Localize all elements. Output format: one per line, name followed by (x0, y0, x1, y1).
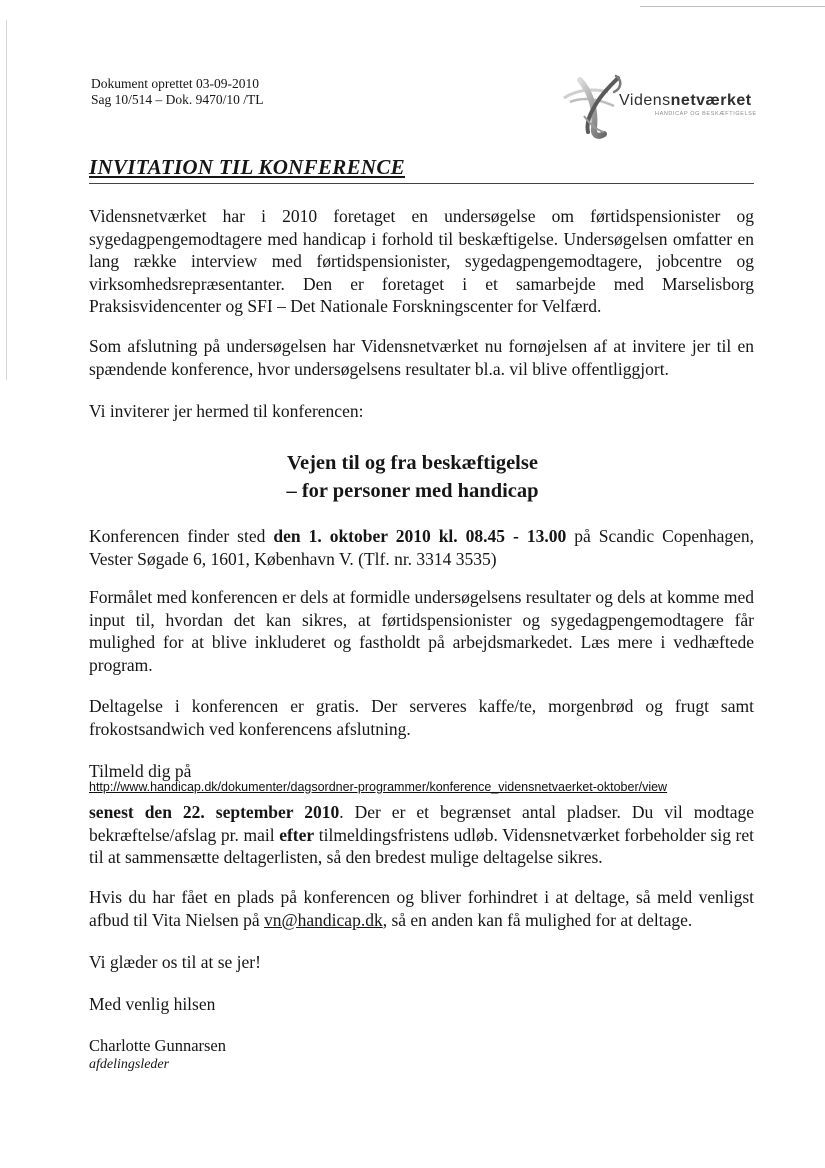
logo-tagline: HANDICAP OG BESKÆFTIGELSE (655, 111, 757, 117)
signature-role: afdelingsleder (89, 1057, 170, 1072)
registration-deadline: senest den 22. september 2010 (89, 802, 340, 822)
cancellation-paragraph: Hvis du har fået en plads på konferencen og bliver forhindret i at deltage, så meld venligst afbud til Vita Nielsen på vn@handicap.dk, så en anden kan få mulighed for at deltage. (89, 887, 754, 930)
page-title: INVITATION TIL KONFERENCE (89, 155, 405, 179)
vidensnetvaerket-logo (556, 72, 766, 142)
registration-link[interactable]: http://www.handicap.dk/dokumenter/dagsordner-programmer/konference_vidensnetvaerket-oktober/view (89, 780, 668, 794)
registration-paragraph: senest den 22. september 2010. Der er et begrænset antal pladser. Du vil modtage bekræftelse/afslag pr. mail efter tilmeldingsfristens udløb. Vidensnetværket forbeholder sig ret til at sammensætte deltagerlisten, så den bredest mulige deltagelse sikres. (89, 802, 754, 867)
scan-edge-line-left (6, 20, 7, 380)
closing-line: Vi glæder os til at se jer! (89, 952, 261, 972)
scan-edge-line (640, 6, 825, 7)
logo-mark-icon (556, 72, 628, 142)
document-created-date: Dokument oprettet 03-09-2010 (91, 76, 259, 91)
greeting: Med venlig hilsen (89, 994, 216, 1014)
document-meta (91, 76, 264, 108)
conference-title-line1: Vejen til og fra beskæftigelse (287, 452, 538, 474)
invite-line: Vi inviterer jer hermed til konferencen: (89, 401, 364, 421)
conference-datetime: den 1. oktober 2010 kl. 08.45 - 13.00 (273, 526, 567, 546)
logo-wordmark: Vidensnetværket (619, 92, 752, 109)
document-case-number: Sag 10/514 – Dok. 9470/10 /TL (91, 92, 264, 107)
intro-paragraph: Vidensnetværket har i 2010 foretaget en undersøgelse om førtidspensionister og sygedagpengemodtagere med handicap i forhold til beskæftigelse. Undersøgelsen omfatter en lang række interview med førtidspensionister, sygedagpengemodtagere, jobcentre og virksomhedsrepræsentanter. Den er foretaget i et samarbejde med Marselisborg Praksisvidencenter og SFI – Det Nationale Forskningscenter for Velfærd. (89, 206, 754, 316)
conference-title-line2: – for personer med handicap (286, 480, 539, 502)
signature-name: Charlotte Gunnarsen (89, 1036, 227, 1055)
register-label: Tilmeld dig på (89, 761, 192, 781)
conference-title (0, 449, 825, 505)
participation-paragraph: Deltagelse i konferencen er gratis. Der serveres kaffe/te, morgenbrød og frugt samt frokostsandwich ved konferencens afslutning. (89, 696, 754, 739)
purpose-paragraph: Formålet med konferencen er dels at formidle undersøgelsens resultater og dels at komme med input til, hvordan det kan sikres, at førtidspensionister og sygedagpengemodtagere får mulighed for at blive inkluderet og fastholdt på arbejdsmarkedet. Læs mere i vedhæftede program. (89, 587, 754, 675)
venue-paragraph: Konferencen finder sted den 1. oktober 2010 kl. 08.45 - 13.00 på Scandic Copenhagen, Vester Søgade 6, 1601, København V. (Tlf. nr. 3314 3535) (89, 526, 755, 569)
invitation-paragraph: Som afslutning på undersøgelsen har Vidensnetværket nu fornøjelsen af at invitere jer til en spændende konference, hvor undersøgelsens resultater bl.a. vil blive offentliggjort. (89, 336, 754, 379)
contact-email-link[interactable]: vn@handicap.dk (264, 909, 383, 930)
title-divider (89, 183, 754, 184)
